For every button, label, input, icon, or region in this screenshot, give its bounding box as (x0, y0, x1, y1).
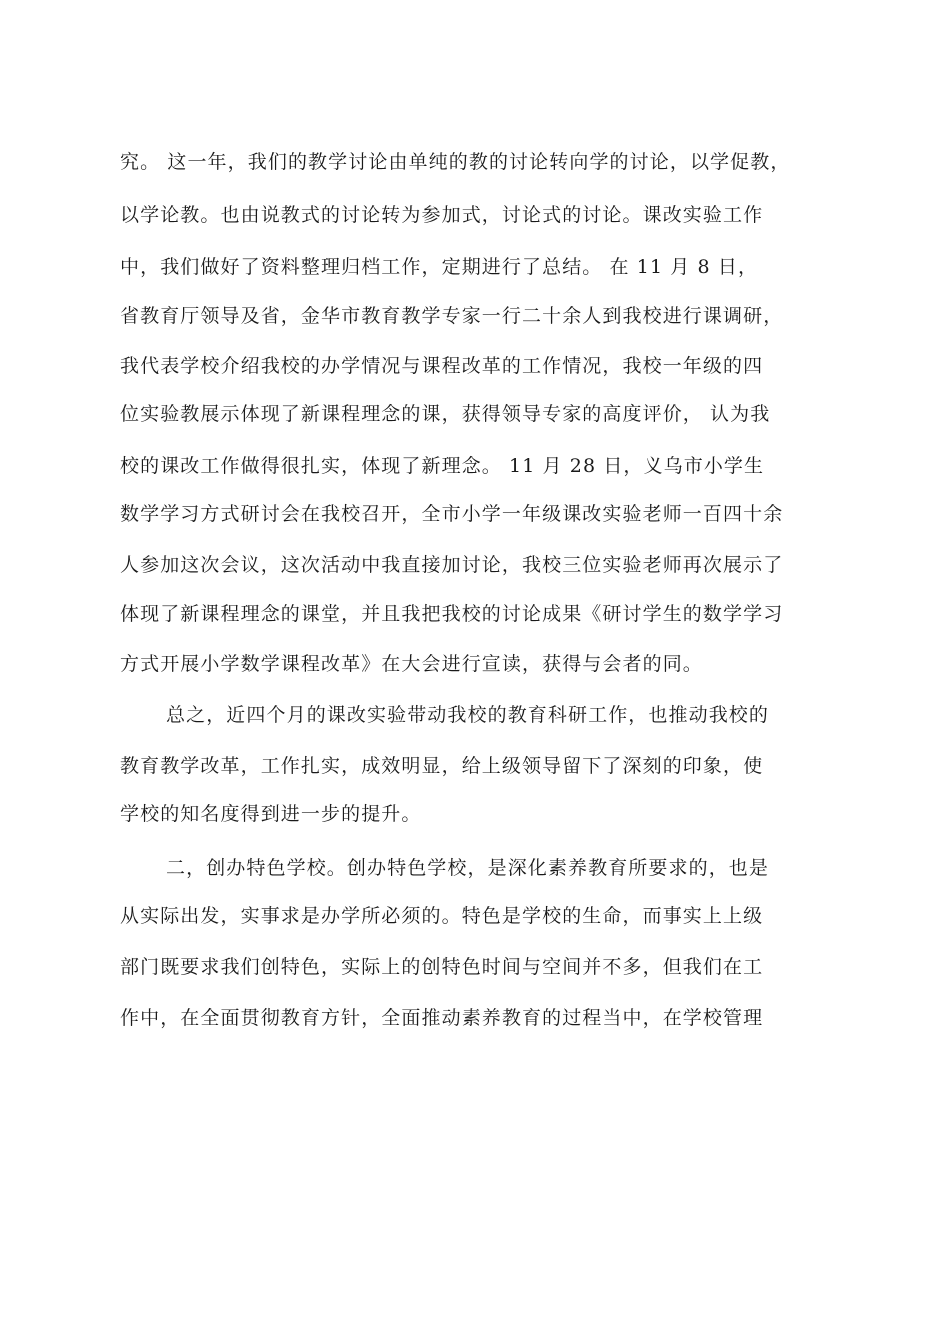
text-line-7: 校的课改工作做得很扎实，体现了新理念。 11 月 28 日，义乌市小学生 (120, 455, 765, 477)
text-line-11: 方式开展小学数学课程改革》在大会进行宣读，获得与会者的同。 (120, 653, 703, 675)
paragraph-3-line-1: 二，创办特色学校。创办特色学校，是深化素养教育所要求的，也是 (166, 857, 770, 879)
text-line-1: 究。 这一年，我们的教学讨论由单纯的教的讨论转向学的讨论，以学促教， (120, 151, 791, 173)
text-line-2: 以学论教。也由说教式的讨论转为参加式，讨论式的讨论。课改实验工作 (120, 204, 764, 226)
text-line-10: 体现了新课程理念的课堂，并且我把我校的讨论成果《研讨学生的数学学习 (120, 603, 784, 625)
paragraph-3-line-2: 从实际出发，实事求是办学所必须的。特色是学校的生命，而事实上上级 (120, 905, 764, 927)
paragraph-2-line-3: 学校的知名度得到进一步的提升。 (120, 803, 422, 825)
paragraph-2-line-1: 总之，近四个月的课改实验带动我校的教育科研工作，也推动我校的 (166, 704, 770, 726)
paragraph-3-line-3: 部门既要求我们创特色，实际上的创特色时间与空间并不多，但我们在工 (120, 956, 764, 978)
text-line-5: 我代表学校介绍我校的办学情况与课程改革的工作情况，我校一年级的四 (120, 355, 764, 377)
text-line-4: 省教育厅领导及省，金华市教育教学专家一行二十余人到我校进行课调研， (120, 305, 784, 327)
paragraph-3-line-4: 作中，在全面贯彻教育方针，全面推动素养教育的过程当中，在学校管理 (120, 1007, 764, 1029)
text-line-9: 人参加这次会议，这次活动中我直接加讨论，我校三位实验老师再次展示了 (120, 554, 784, 576)
text-line-3: 中，我们做好了资料整理归档工作，定期进行了总结。 在 11 月 8 日， (120, 256, 759, 278)
text-line-8: 数学学习方式研讨会在我校召开，全市小学一年级课改实验老师一百四十余 (120, 503, 784, 525)
paragraph-2-line-2: 教育教学改革，工作扎实，成效明显，给上级领导留下了深刻的印象，使 (120, 755, 764, 777)
text-line-6: 位实验教展示体现了新课程理念的课，获得领导专家的高度评价， 认为我 (120, 403, 771, 425)
